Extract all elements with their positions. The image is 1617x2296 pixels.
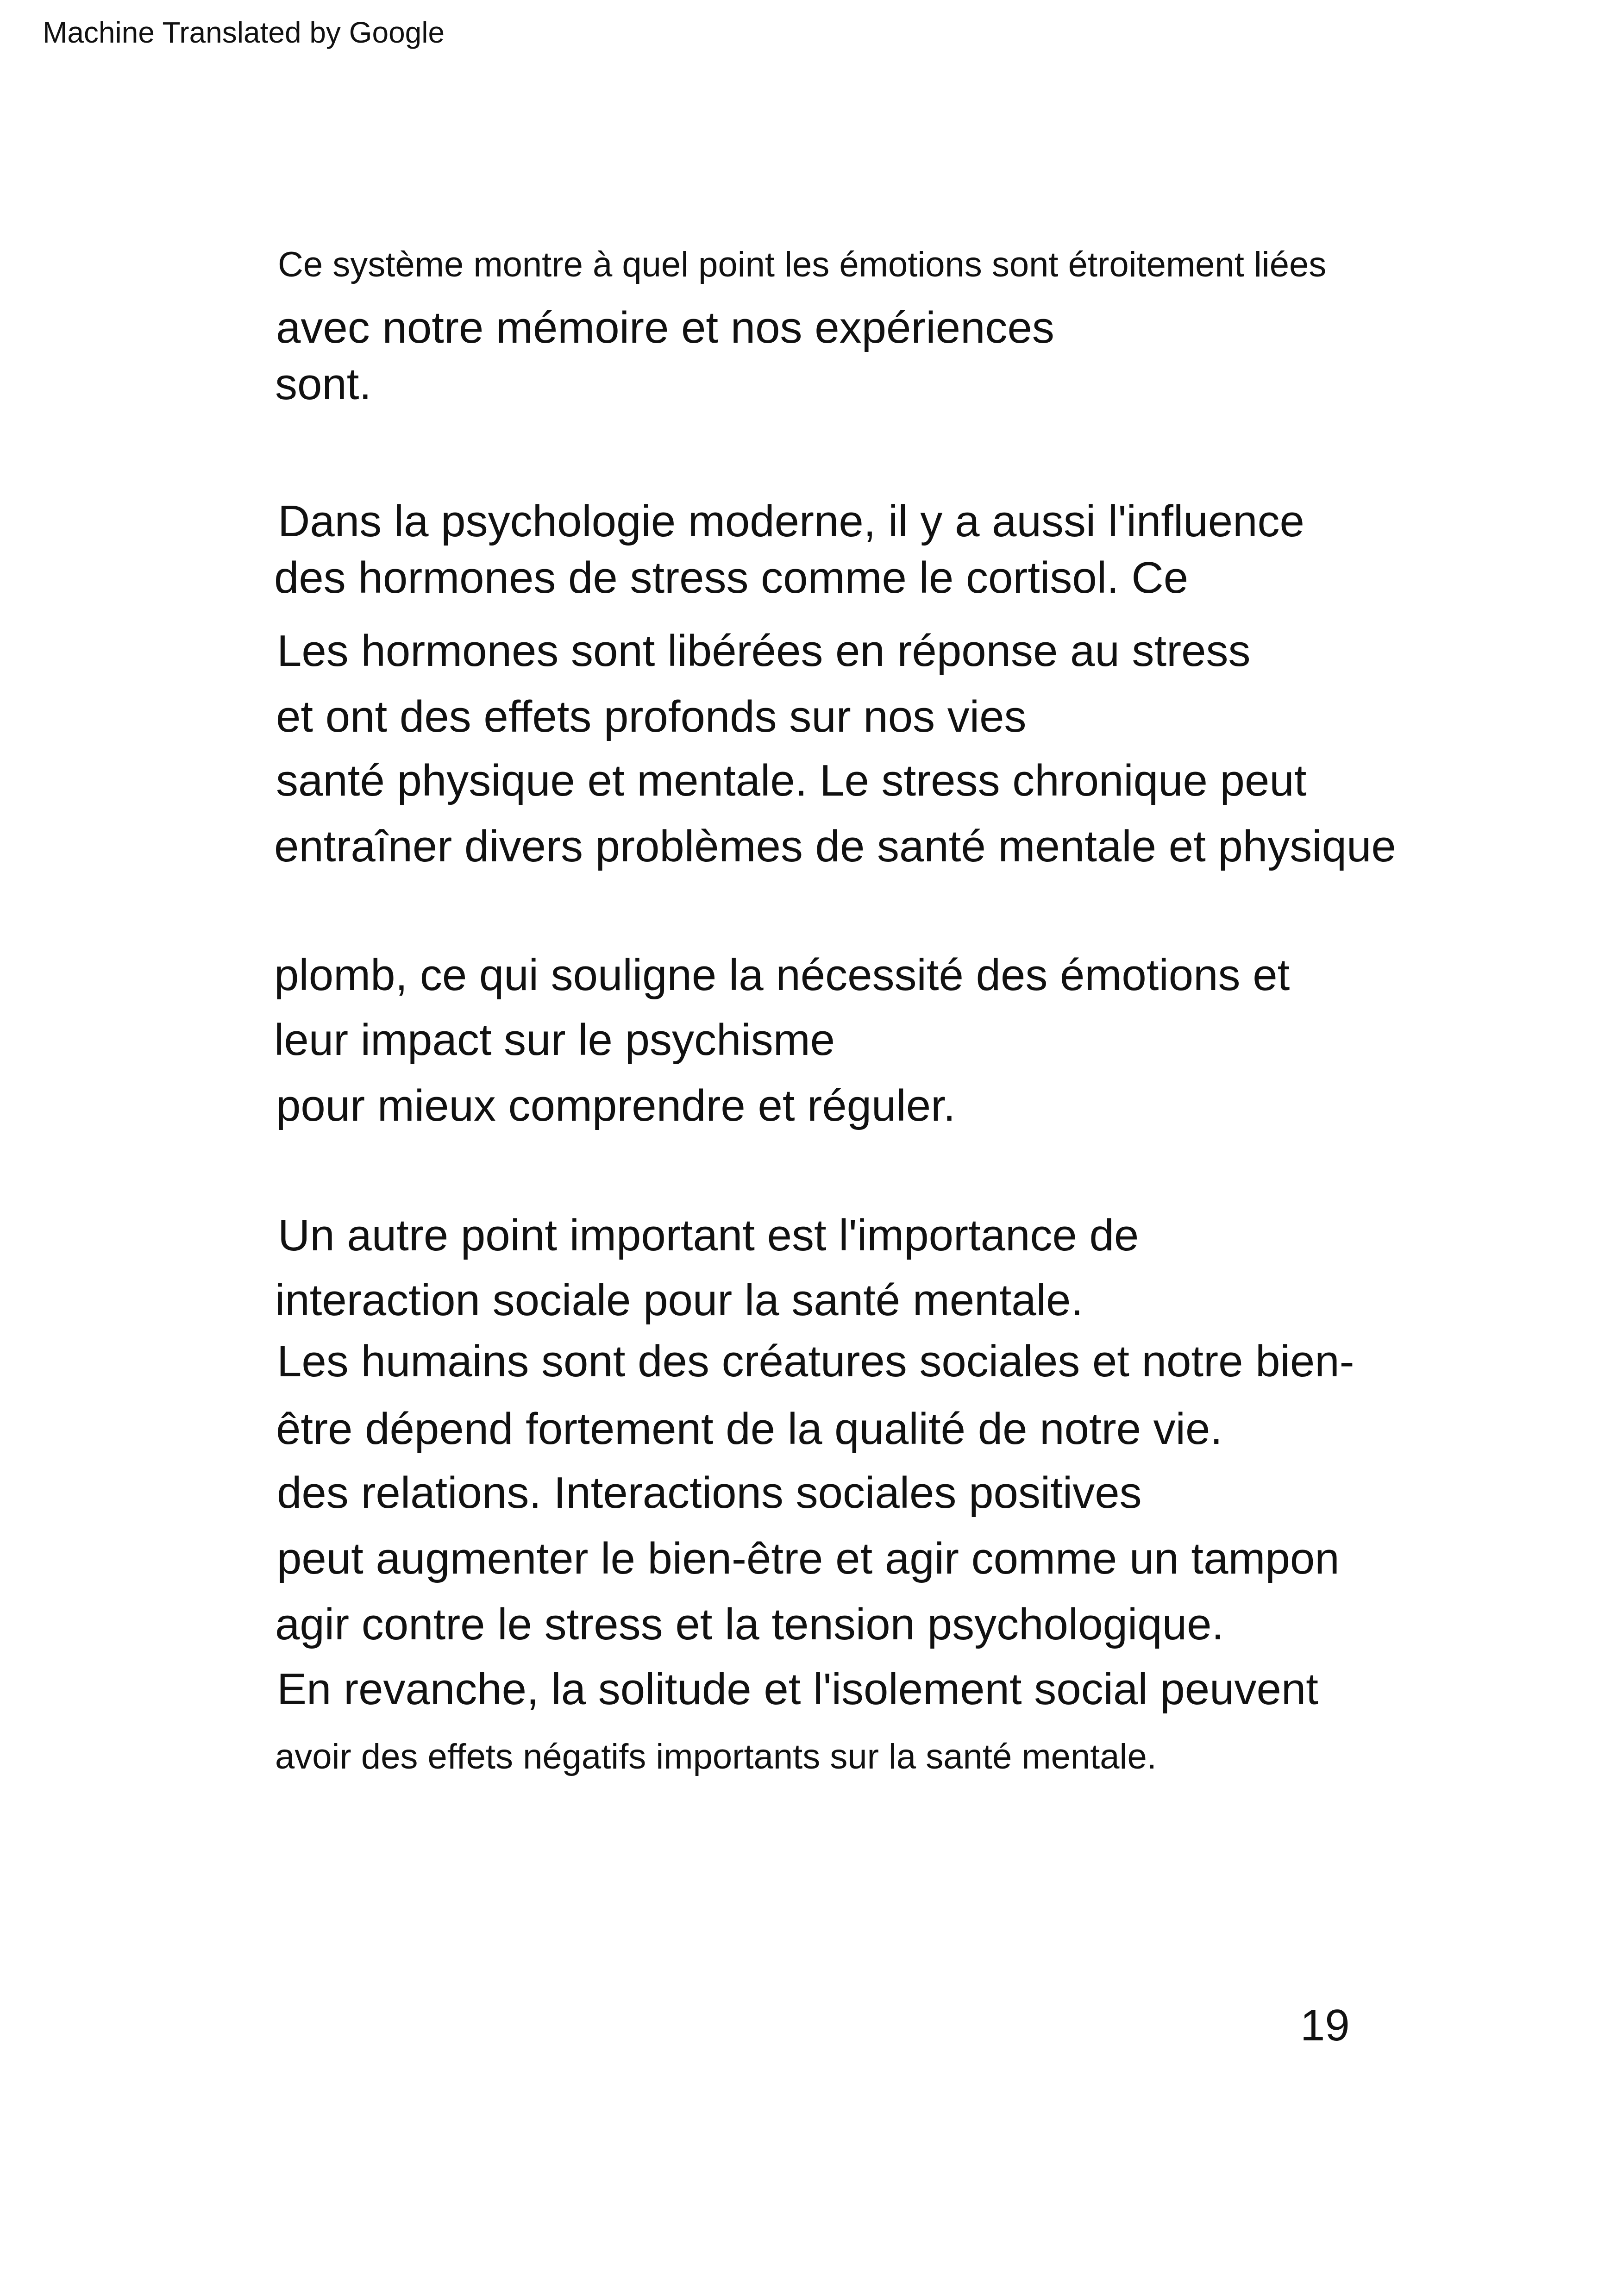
text-line: En revanche, la solitude et l'isolement social peuvent <box>277 1664 1318 1714</box>
text-line: sont. <box>275 359 372 409</box>
text-line: santé physique et mentale. Le stress chronique peut <box>276 756 1307 805</box>
text-line: être dépend fortement de la qualité de notre vie. <box>276 1404 1223 1454</box>
text-line: plomb, ce qui souligne la nécessité des émotions et <box>274 950 1290 1000</box>
text-line: Dans la psychologie moderne, il y a aussi l'influence <box>278 496 1304 546</box>
text-line: Les humains sont des créatures sociales et notre bien- <box>277 1336 1354 1386</box>
text-line: pour mieux comprendre et réguler. <box>276 1081 956 1130</box>
text-line: et ont des effets profonds sur nos vies <box>276 692 1027 741</box>
text-line: avoir des effets négatifs importants sur la santé mentale. <box>275 1737 1157 1776</box>
text-line: avec notre mémoire et nos expériences <box>276 303 1054 352</box>
text-line: leur impact sur le psychisme <box>274 1015 835 1065</box>
translation-notice: Machine Translated by Google <box>43 16 445 49</box>
text-line: entraîner divers problèmes de santé mentale et physique <box>274 822 1396 871</box>
text-line: Les hormones sont libérées en réponse au stress <box>277 626 1251 676</box>
text-line: des hormones de stress comme le cortisol. Ce <box>274 553 1189 602</box>
text-line: des relations. Interactions sociales positives <box>277 1468 1142 1518</box>
text-line: Un autre point important est l'importance de <box>278 1211 1139 1260</box>
page-number: 19 <box>1300 2001 1350 2050</box>
text-line: interaction sociale pour la santé mentale. <box>275 1275 1084 1325</box>
text-line: Ce système montre à quel point les émotions sont étroitement liées <box>278 245 1327 284</box>
text-line: agir contre le stress et la tension psychologique. <box>275 1600 1224 1649</box>
text-line: peut augmenter le bien-être et agir comme un tampon <box>277 1534 1340 1583</box>
